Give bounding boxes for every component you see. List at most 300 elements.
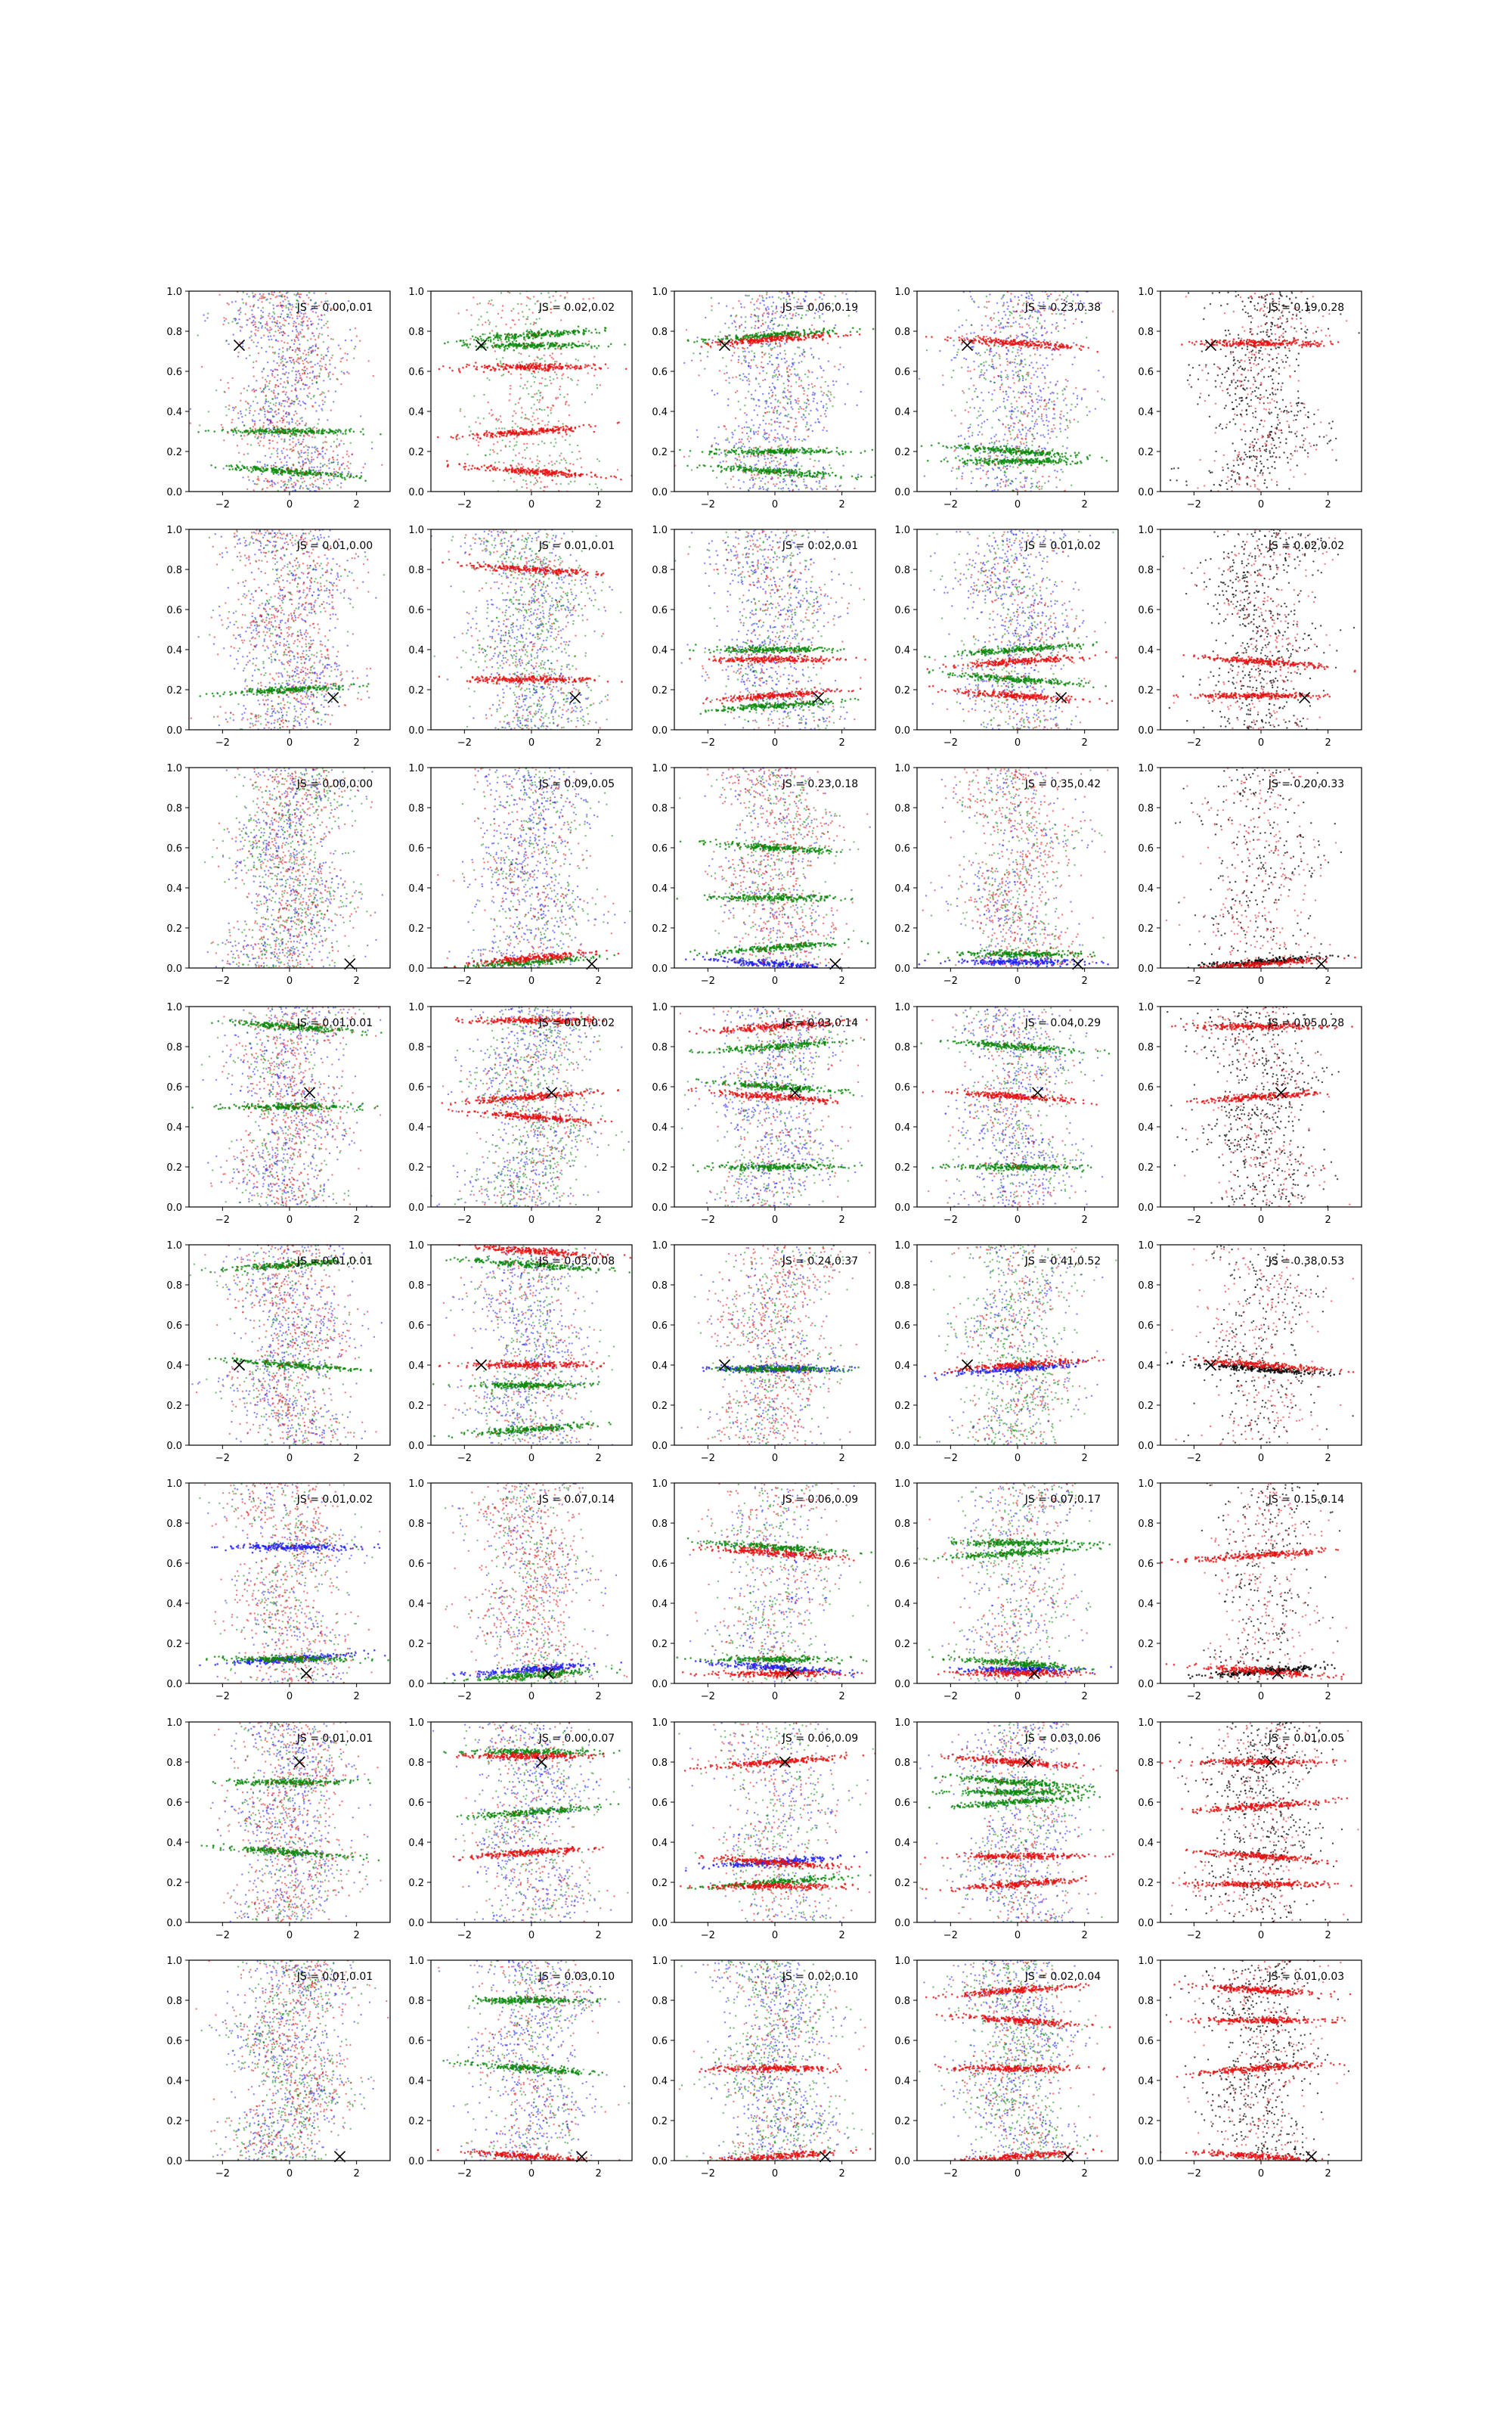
point [779, 316, 781, 318]
point [322, 404, 324, 405]
point [544, 442, 545, 444]
point [732, 377, 733, 378]
x-marker [234, 340, 245, 351]
point [727, 439, 728, 441]
point [300, 324, 302, 325]
point [249, 407, 250, 408]
point [687, 340, 689, 342]
point [780, 488, 782, 489]
point [269, 402, 271, 404]
point [520, 353, 522, 355]
point [761, 470, 763, 473]
point [725, 455, 727, 457]
point [510, 373, 512, 374]
point [519, 427, 522, 430]
point [280, 480, 282, 482]
point [758, 399, 759, 401]
point [469, 430, 471, 432]
point [745, 467, 747, 469]
point [287, 316, 289, 318]
point [318, 489, 320, 490]
point [464, 468, 466, 470]
point [290, 473, 293, 475]
point [346, 454, 348, 455]
point [292, 318, 293, 319]
point [307, 452, 308, 454]
point [829, 398, 830, 399]
point [322, 428, 324, 430]
point [522, 457, 523, 458]
point [246, 358, 247, 359]
point [190, 423, 191, 424]
point [714, 452, 716, 455]
point [881, 324, 883, 327]
point [578, 359, 579, 361]
point [762, 486, 764, 488]
point [253, 466, 255, 468]
point [278, 356, 280, 358]
point [697, 337, 699, 338]
point [557, 347, 559, 349]
point [280, 378, 281, 380]
point [758, 477, 760, 479]
point [544, 385, 546, 386]
point [330, 479, 332, 481]
point [773, 327, 774, 329]
point [282, 347, 284, 349]
point [538, 444, 539, 445]
point [745, 295, 746, 296]
point [702, 339, 705, 341]
point [748, 449, 751, 451]
point [803, 349, 804, 350]
point [330, 474, 331, 476]
point [773, 483, 774, 485]
point [793, 297, 795, 299]
point [724, 335, 726, 337]
point [599, 461, 600, 462]
point [779, 414, 780, 415]
point [818, 358, 820, 359]
point [811, 489, 813, 490]
point [319, 365, 321, 367]
point [512, 468, 514, 470]
point [322, 466, 324, 467]
point [779, 475, 782, 477]
point [287, 380, 288, 382]
point [348, 455, 349, 457]
point [442, 365, 445, 368]
point [767, 306, 768, 308]
point [556, 483, 557, 485]
point [300, 450, 302, 451]
point [299, 455, 301, 457]
point [584, 343, 587, 345]
point [785, 484, 787, 486]
point [199, 424, 200, 426]
point [269, 380, 271, 382]
point [519, 386, 521, 387]
point [689, 450, 692, 452]
point [489, 454, 491, 455]
point [487, 377, 488, 379]
point [305, 403, 306, 405]
point [771, 461, 773, 462]
point [813, 392, 814, 393]
point [596, 458, 598, 460]
point [507, 432, 510, 434]
point [574, 330, 576, 333]
point [556, 343, 558, 344]
point [534, 482, 536, 484]
point [781, 358, 782, 360]
js-annotation: JS = 0.02,0.02 [538, 302, 615, 314]
point [767, 363, 769, 365]
point [297, 475, 299, 477]
point [483, 417, 485, 419]
point [276, 450, 277, 451]
point [562, 426, 565, 428]
point [581, 343, 584, 345]
point [272, 425, 274, 427]
point [795, 374, 797, 376]
point [769, 296, 770, 298]
point [510, 343, 512, 345]
point [245, 302, 246, 304]
point [767, 448, 770, 451]
point [291, 385, 293, 386]
point [813, 357, 814, 358]
point [277, 305, 279, 306]
point [239, 342, 240, 343]
point [716, 476, 717, 478]
point [766, 469, 768, 471]
point [523, 343, 525, 345]
point [467, 469, 469, 471]
point [340, 383, 342, 385]
point [531, 461, 533, 463]
point [521, 361, 522, 362]
point [746, 295, 748, 296]
point [789, 476, 791, 478]
point [541, 481, 542, 482]
point [313, 458, 314, 460]
point [269, 318, 271, 319]
point [789, 469, 791, 471]
point [270, 457, 271, 458]
point [307, 340, 308, 341]
point [494, 462, 496, 464]
point [618, 421, 620, 424]
point [364, 479, 367, 482]
point [546, 385, 547, 386]
point [528, 337, 530, 339]
point [296, 470, 299, 472]
point [333, 339, 334, 340]
point [469, 343, 471, 346]
point [340, 361, 342, 362]
point [542, 473, 544, 475]
point [269, 327, 271, 328]
point [299, 435, 302, 437]
point [816, 473, 818, 476]
point [222, 429, 225, 431]
point [516, 433, 518, 435]
point [296, 396, 297, 398]
point [281, 306, 283, 308]
point [746, 427, 748, 428]
point [181, 427, 183, 430]
point [270, 411, 271, 412]
point [456, 340, 458, 343]
point [778, 364, 779, 365]
point [309, 462, 311, 464]
point [254, 436, 256, 438]
point [762, 393, 764, 395]
point [340, 358, 342, 359]
point [307, 449, 308, 451]
point [790, 455, 792, 457]
point [525, 414, 526, 415]
point [782, 465, 784, 467]
point [277, 482, 278, 483]
point [751, 334, 754, 336]
point [337, 461, 339, 463]
point [795, 449, 797, 451]
point [809, 473, 811, 475]
point [271, 435, 273, 436]
point [299, 400, 300, 402]
point [755, 464, 757, 465]
point [315, 410, 317, 411]
point [262, 312, 264, 313]
point [500, 335, 503, 337]
point [565, 439, 566, 441]
point [493, 338, 495, 340]
point [792, 481, 794, 482]
point [565, 469, 567, 470]
point [280, 305, 281, 306]
point [263, 334, 265, 336]
point [254, 420, 256, 422]
point [268, 433, 270, 435]
point [277, 393, 279, 395]
point [297, 371, 299, 372]
point [268, 313, 270, 315]
point [268, 336, 269, 337]
point [515, 455, 516, 456]
point [305, 445, 307, 446]
point [508, 371, 510, 373]
point [284, 319, 285, 321]
point [704, 368, 705, 370]
point [362, 428, 364, 430]
point [777, 473, 779, 476]
point [496, 436, 498, 438]
point [769, 356, 770, 358]
point [298, 442, 299, 443]
point [316, 354, 318, 355]
point [578, 341, 579, 343]
point [736, 466, 739, 468]
point [789, 396, 791, 397]
point [558, 420, 559, 422]
point [547, 424, 548, 425]
point [745, 464, 746, 466]
point [830, 394, 832, 396]
point [748, 436, 749, 437]
point [766, 330, 767, 331]
point [290, 314, 292, 315]
point [304, 349, 305, 351]
point [260, 434, 262, 436]
point [516, 347, 518, 349]
point [237, 355, 239, 357]
point [265, 429, 266, 430]
point [539, 358, 541, 360]
point [506, 468, 508, 470]
point [565, 431, 567, 433]
point [472, 433, 475, 436]
point [818, 451, 820, 453]
point [254, 410, 256, 411]
point [825, 416, 826, 417]
point [782, 392, 784, 393]
point [745, 469, 747, 471]
point [742, 452, 744, 455]
point [236, 427, 237, 428]
point [584, 333, 586, 335]
point [683, 456, 685, 458]
point [541, 441, 543, 442]
point [538, 463, 539, 464]
point [482, 324, 483, 325]
point [745, 470, 747, 473]
point [525, 417, 526, 419]
point [531, 344, 533, 346]
point [302, 383, 304, 385]
point [512, 460, 513, 461]
point [215, 389, 217, 391]
point [281, 361, 283, 362]
panel-r1-c1 [166, 287, 390, 510]
point [311, 483, 313, 485]
point [268, 332, 270, 334]
point [526, 345, 528, 346]
point [833, 396, 835, 398]
point [756, 307, 758, 309]
point [296, 358, 298, 360]
point [556, 335, 559, 337]
point [347, 353, 349, 355]
point [299, 333, 301, 334]
point [574, 334, 576, 336]
point [767, 325, 769, 327]
point [322, 442, 324, 443]
point [300, 377, 302, 379]
point [567, 334, 569, 336]
point [522, 367, 525, 369]
point [740, 447, 742, 449]
point [818, 461, 820, 462]
point [550, 366, 552, 368]
point [293, 321, 295, 322]
point [280, 340, 282, 342]
point [590, 426, 592, 428]
point [321, 471, 324, 473]
point [498, 419, 500, 420]
point [271, 373, 273, 374]
point [600, 368, 602, 370]
point [550, 442, 552, 443]
point [280, 358, 282, 360]
point [832, 380, 834, 382]
point [293, 474, 295, 476]
point [267, 330, 268, 331]
point [526, 305, 528, 306]
point [534, 334, 537, 336]
point [337, 472, 339, 474]
point [739, 467, 741, 469]
point [776, 346, 778, 347]
point [531, 416, 533, 417]
point [773, 460, 774, 461]
point [741, 445, 742, 447]
point [257, 461, 259, 462]
point [748, 362, 749, 364]
point [346, 465, 348, 467]
point [758, 332, 759, 334]
point [795, 315, 796, 316]
point [264, 464, 265, 465]
point [293, 325, 294, 327]
point [733, 446, 736, 448]
point [333, 433, 335, 435]
series-red [190, 291, 383, 492]
point [483, 371, 485, 374]
point [283, 318, 284, 319]
point [531, 407, 532, 408]
point [325, 368, 327, 370]
point [337, 464, 339, 465]
point [288, 348, 290, 349]
point [308, 387, 309, 389]
point [280, 302, 281, 303]
point [754, 315, 756, 317]
point [287, 414, 289, 415]
point [500, 339, 502, 341]
point [528, 434, 530, 436]
point [527, 316, 528, 318]
point [305, 384, 306, 386]
point [297, 361, 299, 363]
point [801, 380, 802, 381]
point [803, 352, 804, 353]
point [311, 380, 313, 381]
point [291, 340, 293, 341]
point [798, 314, 799, 315]
point [570, 364, 572, 366]
point [795, 481, 796, 482]
point [775, 334, 777, 336]
point [291, 304, 293, 306]
point [753, 433, 754, 435]
point [514, 324, 516, 325]
point [285, 366, 287, 368]
point [779, 412, 781, 414]
point [329, 371, 330, 373]
point [747, 337, 749, 340]
